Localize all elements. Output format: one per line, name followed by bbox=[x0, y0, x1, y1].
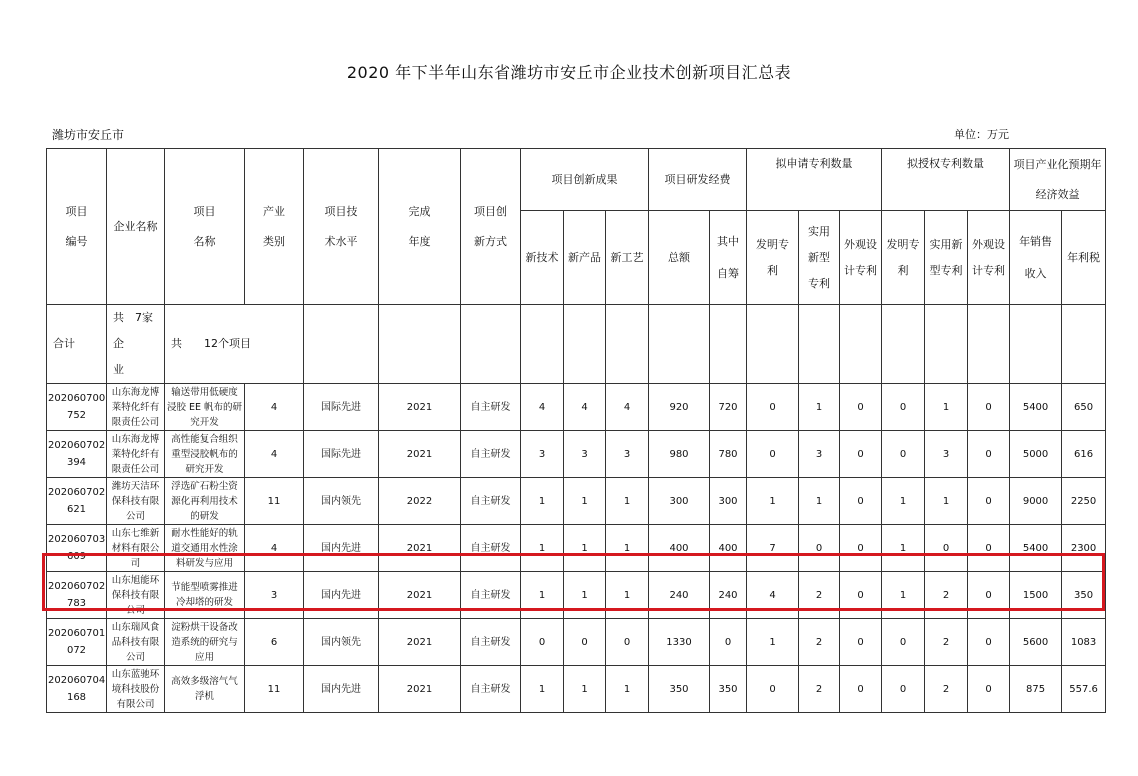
cell-funds-total: 400 bbox=[649, 525, 710, 572]
table-row bbox=[47, 666, 1106, 713]
page-title: 2020 年下半年山东省潍坊市安丘市企业技术创新项目汇总表 bbox=[346, 63, 792, 82]
empty-cell bbox=[649, 305, 710, 384]
cell-grant-invention: 1 bbox=[882, 478, 925, 525]
cell-grant-design: 0 bbox=[968, 384, 1010, 431]
cell-funds-total: 300 bbox=[649, 478, 710, 525]
cell-grant-utility: 3 bbox=[925, 431, 968, 478]
cell-funds-self: 780 bbox=[710, 431, 747, 478]
empty-cell bbox=[925, 305, 968, 384]
cell-new-tech: 3 bbox=[521, 431, 564, 478]
cell-sales: 5400 bbox=[1010, 384, 1062, 431]
cell-apply-invention: 1 bbox=[747, 619, 799, 666]
cell-industry: 4 bbox=[245, 525, 304, 572]
cell-apply-design: 0 bbox=[840, 384, 882, 431]
cell-new-product: 4 bbox=[564, 384, 606, 431]
cell-project-name: 耐水性能好的轨 道交通用水性涂 料研发与应用 bbox=[165, 525, 245, 572]
header-tech-level: 项目技 术水平 bbox=[304, 149, 379, 305]
summary-table bbox=[46, 148, 1106, 713]
cell-grant-design: 0 bbox=[968, 525, 1010, 572]
empty-cell bbox=[1010, 305, 1062, 384]
empty-cell bbox=[304, 305, 379, 384]
cell-apply-utility: 2 bbox=[799, 666, 840, 713]
empty-cell bbox=[521, 305, 564, 384]
cell-sales: 5600 bbox=[1010, 619, 1062, 666]
cell-apply-utility: 2 bbox=[799, 619, 840, 666]
cell-apply-design: 0 bbox=[840, 478, 882, 525]
cell-company: 山东海龙博 莱特化纤有 限责任公司 bbox=[107, 384, 165, 431]
cell-project-name: 淀粉烘干设备改 造系统的研究与 应用 bbox=[165, 619, 245, 666]
cell-new-process: 4 bbox=[606, 384, 649, 431]
empty-cell bbox=[461, 305, 521, 384]
empty-cell bbox=[379, 305, 461, 384]
cell-grant-invention: 0 bbox=[882, 666, 925, 713]
cell-grant-utility: 1 bbox=[925, 478, 968, 525]
cell-sales: 5400 bbox=[1010, 525, 1062, 572]
header-innovation-mode: 项目创 新方式 bbox=[461, 149, 521, 305]
cell-innovation-mode: 自主研发 bbox=[461, 384, 521, 431]
cell-tax: 2300 bbox=[1062, 525, 1106, 572]
header-project-id: 项目 编号 bbox=[47, 149, 107, 305]
cell-apply-invention: 7 bbox=[747, 525, 799, 572]
empty-cell bbox=[710, 305, 747, 384]
cell-funds-total: 350 bbox=[649, 666, 710, 713]
cell-grant-design: 0 bbox=[968, 572, 1010, 619]
cell-funds-total: 240 bbox=[649, 572, 710, 619]
cell-new-tech: 1 bbox=[521, 666, 564, 713]
table-row bbox=[47, 478, 1106, 525]
cell-sales: 1500 bbox=[1010, 572, 1062, 619]
cell-apply-utility: 1 bbox=[799, 384, 840, 431]
cell-grant-design: 0 bbox=[968, 431, 1010, 478]
cell-completion-year: 2021 bbox=[379, 572, 461, 619]
table-row bbox=[47, 619, 1106, 666]
empty-cell bbox=[840, 305, 882, 384]
cell-tech-level: 国内先进 bbox=[304, 666, 379, 713]
cell-completion-year: 2021 bbox=[379, 666, 461, 713]
header-tax: 年利税 bbox=[1062, 211, 1106, 305]
cell-apply-design: 0 bbox=[840, 525, 882, 572]
total-companies: 共 7家企 业 bbox=[107, 305, 165, 384]
cell-new-product: 1 bbox=[564, 525, 606, 572]
cell-apply-invention: 1 bbox=[747, 478, 799, 525]
cell-new-product: 1 bbox=[564, 572, 606, 619]
cell-project-name: 节能型喷雾推进 冷却塔的研发 bbox=[165, 572, 245, 619]
cell-funds-self: 720 bbox=[710, 384, 747, 431]
cell-new-process: 3 bbox=[606, 431, 649, 478]
cell-apply-invention: 0 bbox=[747, 431, 799, 478]
cell-tax: 2250 bbox=[1062, 478, 1106, 525]
cell-new-product: 3 bbox=[564, 431, 606, 478]
cell-funds-self: 240 bbox=[710, 572, 747, 619]
cell-funds-self: 0 bbox=[710, 619, 747, 666]
cell-grant-utility: 2 bbox=[925, 572, 968, 619]
empty-cell bbox=[1062, 305, 1106, 384]
header-industry: 产业 类别 bbox=[245, 149, 304, 305]
cell-tax: 1083 bbox=[1062, 619, 1106, 666]
cell-project-id: 202060702 621 bbox=[47, 478, 107, 525]
cell-new-tech: 1 bbox=[521, 525, 564, 572]
total-label: 合计 bbox=[47, 305, 107, 384]
cell-tech-level: 国内领先 bbox=[304, 619, 379, 666]
cell-project-id: 202060700 752 bbox=[47, 384, 107, 431]
header-benefit: 项目产业化预期年 经济效益 bbox=[1010, 149, 1106, 211]
header-row-1 bbox=[47, 149, 1106, 211]
cell-new-tech: 0 bbox=[521, 619, 564, 666]
header-completion-year: 完成 年度 bbox=[379, 149, 461, 305]
cell-innovation-mode: 自主研发 bbox=[461, 431, 521, 478]
header-sales: 年销售 收入 bbox=[1010, 211, 1062, 305]
header-grant-design: 外观设 计专利 bbox=[968, 211, 1010, 305]
cell-funds-self: 350 bbox=[710, 666, 747, 713]
cell-project-name: 浮选矿石粉尘资 源化再利用技术 的研发 bbox=[165, 478, 245, 525]
empty-cell bbox=[564, 305, 606, 384]
cell-new-process: 1 bbox=[606, 525, 649, 572]
cell-sales: 9000 bbox=[1010, 478, 1062, 525]
empty-cell bbox=[747, 305, 799, 384]
cell-industry: 6 bbox=[245, 619, 304, 666]
cell-apply-utility: 1 bbox=[799, 478, 840, 525]
cell-funds-self: 300 bbox=[710, 478, 747, 525]
header-apply-patents: 拟申请专利数量 bbox=[747, 149, 882, 211]
total-row bbox=[47, 305, 1106, 384]
cell-new-tech: 4 bbox=[521, 384, 564, 431]
cell-apply-design: 0 bbox=[840, 431, 882, 478]
header-utility: 实用 新型 专利 bbox=[799, 211, 840, 305]
header-design: 外观设 计专利 bbox=[840, 211, 882, 305]
unit-label: 单位：万元 bbox=[954, 128, 1009, 141]
cell-tax: 350 bbox=[1062, 572, 1106, 619]
header-new-tech: 新技术 bbox=[521, 211, 564, 305]
cell-tech-level: 国际先进 bbox=[304, 384, 379, 431]
cell-new-process: 0 bbox=[606, 619, 649, 666]
header-new-process: 新工艺 bbox=[606, 211, 649, 305]
cell-sales: 5000 bbox=[1010, 431, 1062, 478]
total-projects: 共 12个项目 bbox=[165, 305, 304, 384]
cell-tech-level: 国内领先 bbox=[304, 478, 379, 525]
cell-apply-utility: 0 bbox=[799, 525, 840, 572]
empty-cell bbox=[968, 305, 1010, 384]
cell-innovation-mode: 自主研发 bbox=[461, 525, 521, 572]
cell-funds-total: 1330 bbox=[649, 619, 710, 666]
cell-company: 山东旭能环 保科技有限 公司 bbox=[107, 572, 165, 619]
cell-project-id: 202060702 783 bbox=[47, 572, 107, 619]
cell-industry: 4 bbox=[245, 384, 304, 431]
cell-new-tech: 1 bbox=[521, 478, 564, 525]
cell-grant-utility: 0 bbox=[925, 525, 968, 572]
cell-grant-invention: 1 bbox=[882, 572, 925, 619]
cell-innovation-mode: 自主研发 bbox=[461, 619, 521, 666]
cell-apply-design: 0 bbox=[840, 619, 882, 666]
region-label: 潍坊市安丘市 bbox=[52, 128, 125, 142]
header-new-product: 新产品 bbox=[564, 211, 606, 305]
cell-completion-year: 2021 bbox=[379, 619, 461, 666]
cell-grant-utility: 1 bbox=[925, 384, 968, 431]
cell-innovation-mode: 自主研发 bbox=[461, 478, 521, 525]
cell-innovation-mode: 自主研发 bbox=[461, 666, 521, 713]
cell-tech-level: 国际先进 bbox=[304, 431, 379, 478]
cell-apply-invention: 0 bbox=[747, 384, 799, 431]
cell-company: 山东海龙博 莱特化纤有 限责任公司 bbox=[107, 431, 165, 478]
cell-grant-design: 0 bbox=[968, 478, 1010, 525]
table-row bbox=[47, 431, 1106, 478]
cell-completion-year: 2022 bbox=[379, 478, 461, 525]
cell-industry: 11 bbox=[245, 666, 304, 713]
cell-completion-year: 2021 bbox=[379, 431, 461, 478]
empty-cell bbox=[799, 305, 840, 384]
cell-new-process: 1 bbox=[606, 478, 649, 525]
cell-grant-design: 0 bbox=[968, 619, 1010, 666]
cell-apply-invention: 0 bbox=[747, 666, 799, 713]
cell-new-process: 1 bbox=[606, 572, 649, 619]
header-total: 总额 bbox=[649, 211, 710, 305]
cell-industry: 4 bbox=[245, 431, 304, 478]
cell-industry: 11 bbox=[245, 478, 304, 525]
cell-grant-invention: 1 bbox=[882, 525, 925, 572]
cell-tech-level: 国内先进 bbox=[304, 572, 379, 619]
cell-new-process: 1 bbox=[606, 666, 649, 713]
cell-grant-invention: 0 bbox=[882, 619, 925, 666]
cell-project-name: 高效多级溶气气 浮机 bbox=[165, 666, 245, 713]
header-grant-utility: 实用新 型专利 bbox=[925, 211, 968, 305]
header-company: 企业名称 bbox=[107, 149, 165, 305]
cell-project-id: 202060702 394 bbox=[47, 431, 107, 478]
cell-apply-design: 0 bbox=[840, 666, 882, 713]
cell-project-id: 202060701 072 bbox=[47, 619, 107, 666]
cell-tax: 557.6 bbox=[1062, 666, 1106, 713]
cell-new-product: 0 bbox=[564, 619, 606, 666]
cell-grant-utility: 2 bbox=[925, 666, 968, 713]
empty-cell bbox=[882, 305, 925, 384]
cell-industry: 3 bbox=[245, 572, 304, 619]
cell-tax: 650 bbox=[1062, 384, 1106, 431]
cell-apply-utility: 3 bbox=[799, 431, 840, 478]
cell-sales: 875 bbox=[1010, 666, 1062, 713]
header-funds: 项目研发经费 bbox=[649, 149, 747, 211]
cell-project-id: 202060703 609 bbox=[47, 525, 107, 572]
header-invention: 发明专 利 bbox=[747, 211, 799, 305]
cell-funds-self: 400 bbox=[710, 525, 747, 572]
header-results: 项目创新成果 bbox=[521, 149, 649, 211]
cell-project-id: 202060704 168 bbox=[47, 666, 107, 713]
header-self-raised: 其中 自筹 bbox=[710, 211, 747, 305]
cell-grant-utility: 2 bbox=[925, 619, 968, 666]
cell-company: 山东瑞风食 品科技有限 公司 bbox=[107, 619, 165, 666]
table-row bbox=[47, 525, 1106, 572]
cell-company: 山东蓝驰环 境科技股份 有限公司 bbox=[107, 666, 165, 713]
cell-grant-invention: 0 bbox=[882, 431, 925, 478]
empty-cell bbox=[606, 305, 649, 384]
cell-new-product: 1 bbox=[564, 478, 606, 525]
cell-apply-invention: 4 bbox=[747, 572, 799, 619]
cell-project-name: 输送带用低硬度 浸胶 EE 帆布的研 究开发 bbox=[165, 384, 245, 431]
cell-completion-year: 2021 bbox=[379, 525, 461, 572]
cell-funds-total: 920 bbox=[649, 384, 710, 431]
header-project-name: 项目 名称 bbox=[165, 149, 245, 305]
cell-funds-total: 980 bbox=[649, 431, 710, 478]
header-grant-invention: 发明专 利 bbox=[882, 211, 925, 305]
table-row bbox=[47, 572, 1106, 619]
cell-innovation-mode: 自主研发 bbox=[461, 572, 521, 619]
cell-completion-year: 2021 bbox=[379, 384, 461, 431]
cell-company: 潍坊天洁环 保科技有限 公司 bbox=[107, 478, 165, 525]
header-grant-patents: 拟授权专利数量 bbox=[882, 149, 1010, 211]
cell-tax: 616 bbox=[1062, 431, 1106, 478]
cell-apply-utility: 2 bbox=[799, 572, 840, 619]
cell-grant-invention: 0 bbox=[882, 384, 925, 431]
cell-new-product: 1 bbox=[564, 666, 606, 713]
cell-project-name: 高性能复合组织 重型浸胶帆布的 研究开发 bbox=[165, 431, 245, 478]
cell-company: 山东七维新 材料有限公 司 bbox=[107, 525, 165, 572]
cell-grant-design: 0 bbox=[968, 666, 1010, 713]
cell-tech-level: 国内先进 bbox=[304, 525, 379, 572]
cell-apply-design: 0 bbox=[840, 572, 882, 619]
table-row bbox=[47, 384, 1106, 431]
cell-new-tech: 1 bbox=[521, 572, 564, 619]
